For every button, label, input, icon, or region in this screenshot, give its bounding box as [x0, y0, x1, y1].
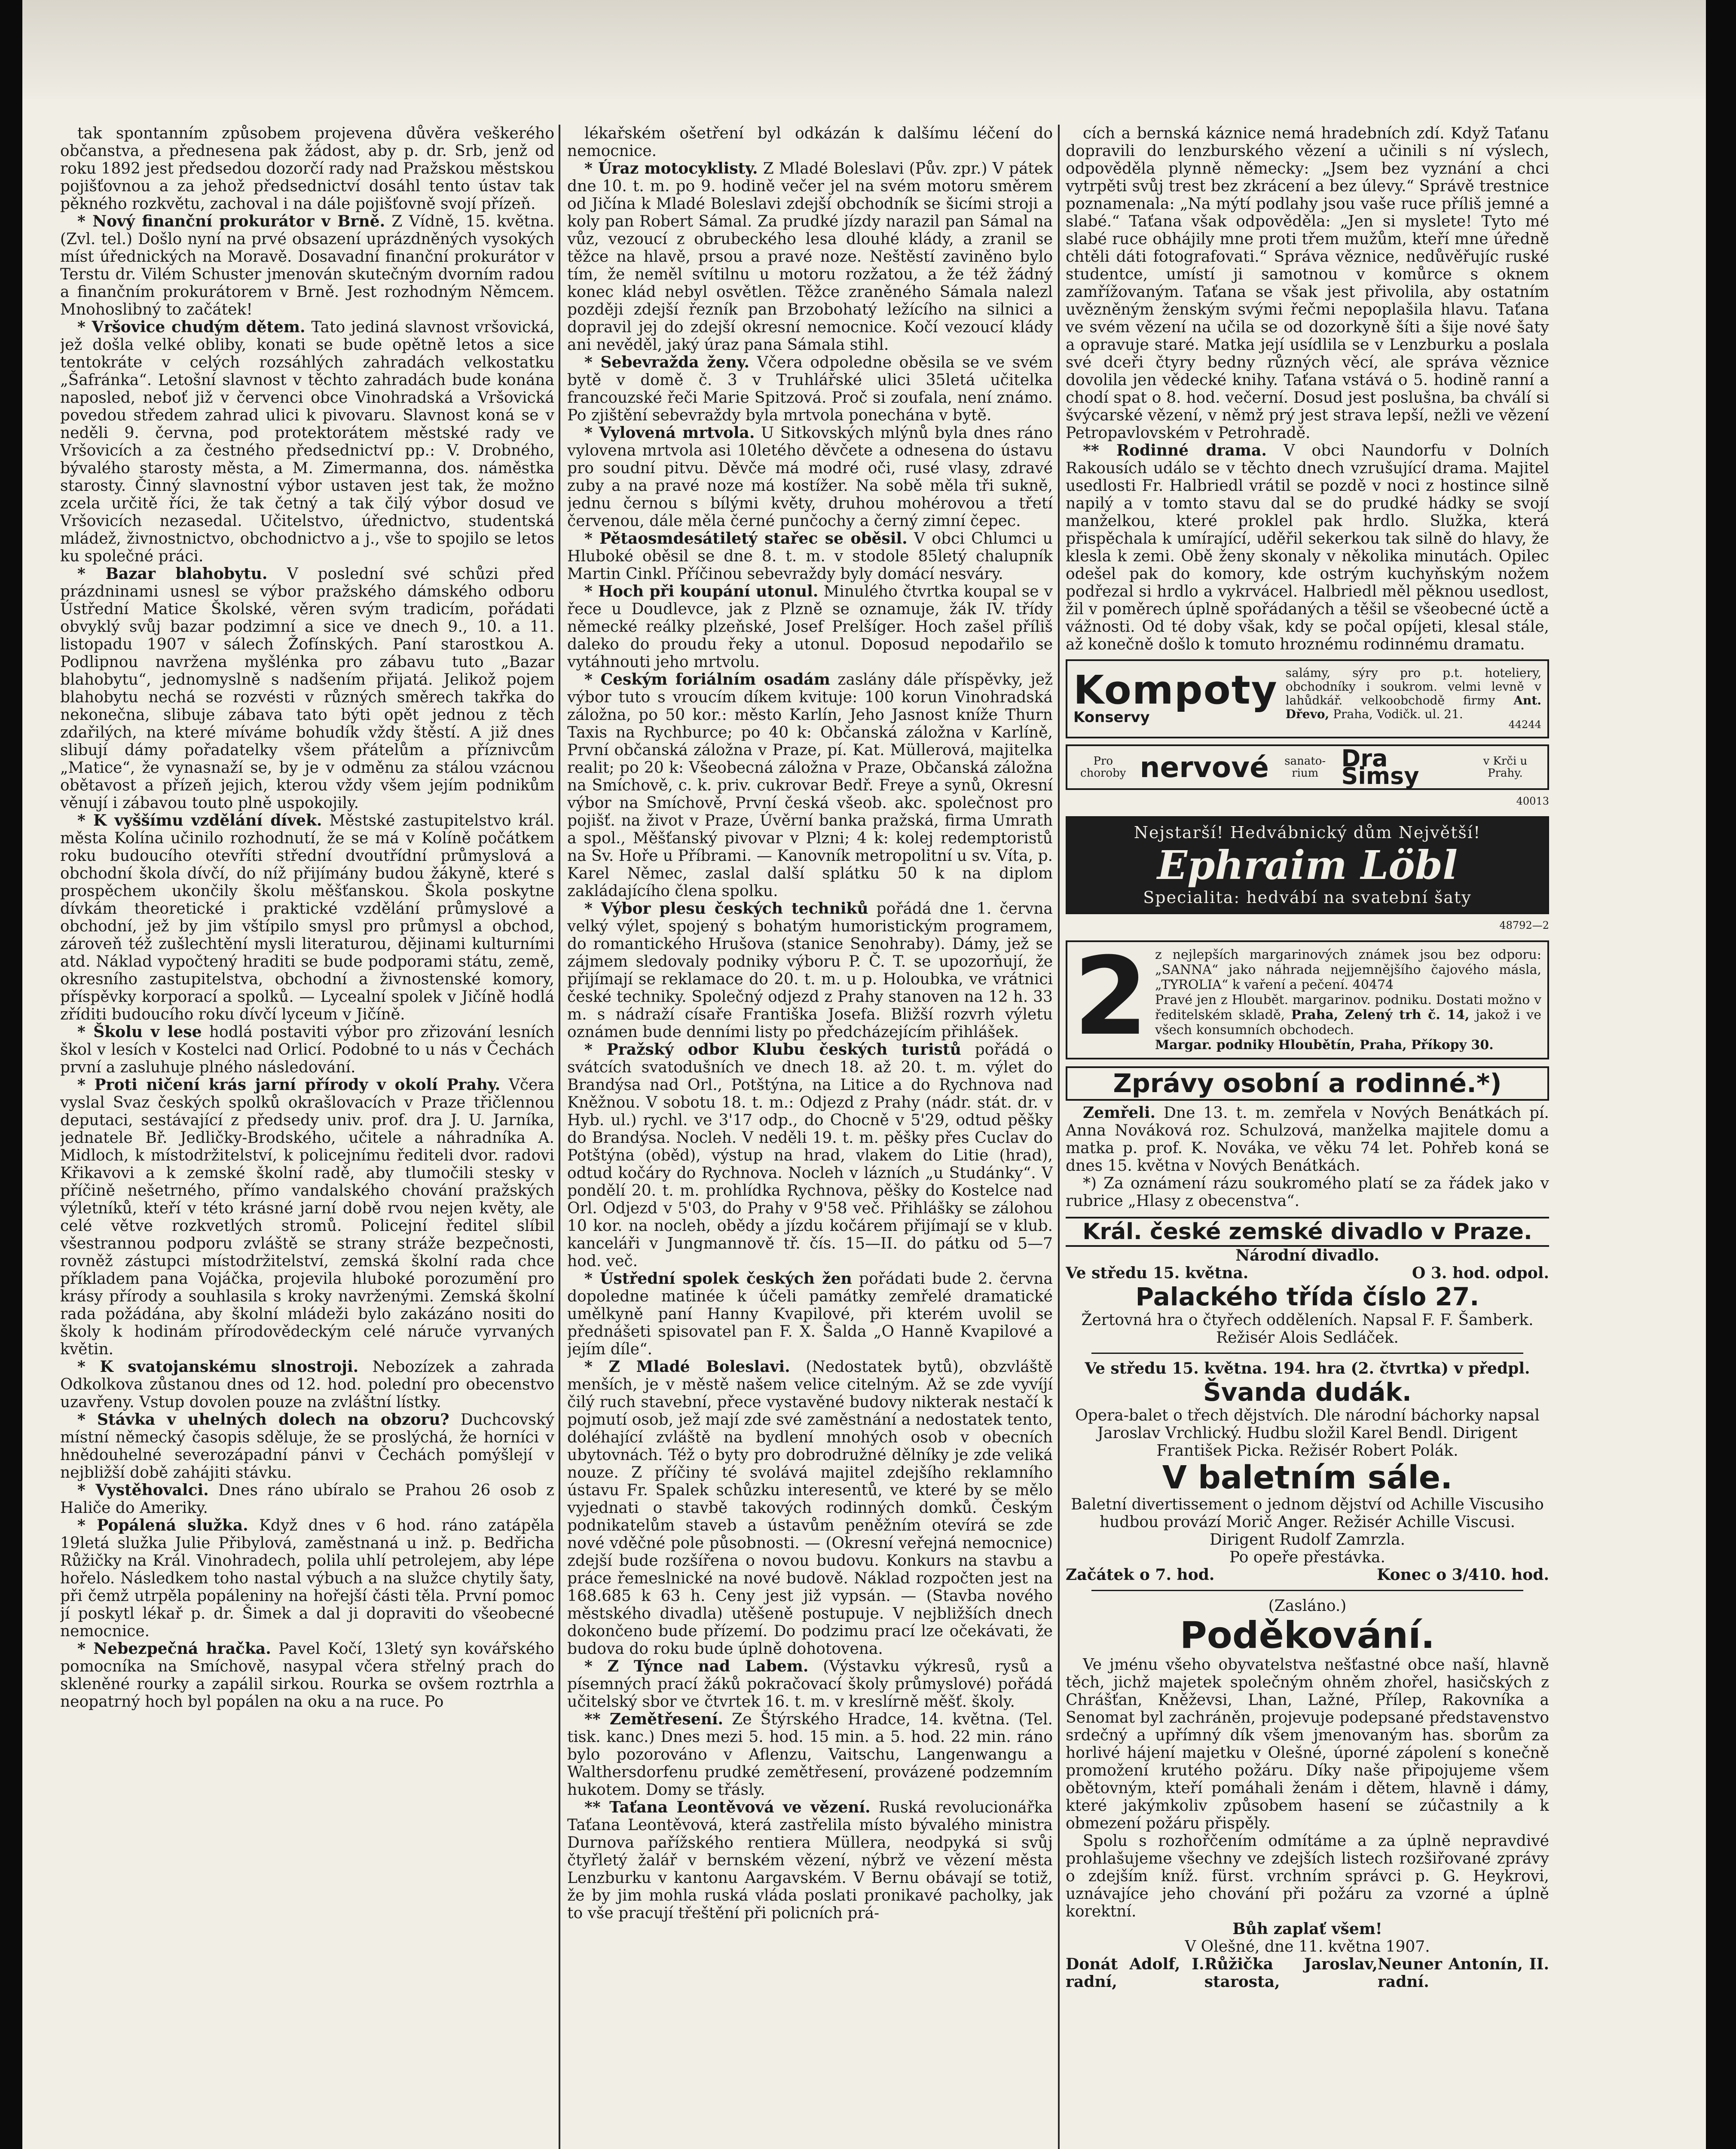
- article-text: Z Mladé Boleslavi (Pův. zpr.) V pátek dne 10. t. m. po 9. hodině večer jel na svém motoru směrem od Jičína k Mladé Boleslavi zdejší obchodník se šicími stroji a koly pan Robert Sámal. Za prudké jízdy narazil pan Sámal na vůz, vezoucí z obrubeckého lesa dlouhé klády, a zranil se těžce na hlavě, prsou a pravé noze. Neštěstí zaviněno bylo tím, že neměl svítilnu u motoru rozžatou, a že též žádný konec klád nebyl osvětlen. Těžce zraněného Sámala nalezl později zdejší řezník pan Brzobohatý ležícího na silnici a dopravil jej do zdejší okresní nemocnice. Kočí vezoucí klády ani nevěděl, jaký úraz pana Sámala stihl.: [567, 160, 1053, 354]
- article-text: (Nedostatek bytů), obzvláště menších, je v městě našem velice citelným. Až se zde vyvíjí čilý ruch stavební, přece vystavěné budovy nikterak nestačí k pojmutí osob, jež mají zde své zaměstnání a nedostatek tento, doléhající zvláště na bydlení mnohých osob v obecních ubytovnách. Též o byty pro dobrodružné dělníky je zde veliká nouze. Z příčiny té svolává majitel zdejšího reklamního ústavu Fr. Spalek schůzku interesentů, ve které by se mělo vyjednati o stavbě takových rodinných domků. Českým podnikatelům staveb a ústavům peněžním otevírá se zde nové vděčné pole působnosti. — (Okresní veřejná nemocnice) zdejší bude rozšířena o novou budovu. Konkurs na stavbu a práce řemeslnické na nové budově. Náklad rozpočten jest na 168.685 k 63 h. Ceny jest již vypsán. — (Stavba nového městského divadla) utěšeně postupuje. V nejbližších dnech dokončeno bude přízemí. Do podzimu prací lze očekávati, že budova do roku bude úplně dohotovena.: [567, 1358, 1053, 1658]
- article-paragraph: [60, 1023, 554, 1076]
- article-keyword: ** Rodinné drama.: [1083, 441, 1267, 459]
- program-time: O 3. hod. odpol.: [1412, 1264, 1549, 1282]
- article-paragraph: [1066, 125, 1549, 442]
- program-times: [1066, 1566, 1549, 1584]
- signature: Růžička Jaroslav, starosta,: [1204, 1955, 1378, 1991]
- ad-name: Ephraim Löbl: [1157, 842, 1458, 888]
- article-text: lékařském ošetření byl odkázán k dalšímu léčení do nemocnice.: [567, 125, 1053, 160]
- scan-edge-left: [0, 0, 22, 2149]
- ad-address: Margar. podniky Hloubětín, Praha, Příkopy 30.: [1155, 1038, 1494, 1053]
- item-text: Dne 13. t. m. zemřela v Nových Benátkách pí. Anna Nováková roz. Schulzová, manželka majitele domu a matka p. prof. K. Nováka, ve věku 74 let. Pohřeb koná se dnes 15. května v Nových Benátkách.: [1066, 1104, 1549, 1175]
- column-rule: [559, 125, 560, 2149]
- article-keyword: * Vystěhovalci.: [77, 1481, 209, 1499]
- article-paragraph: [567, 125, 1053, 160]
- article-text: Z Vídně, 15. května. (Zvl. tel.) Došlo nyní na prvé obsazení uprázdněných vysokých míst úřednických na Moravě. Dosavadní finanční prokurátor v Terstu dr. Vilém Schuster jmenován skutečným dvorním radou a finančním prokurátorem v Brně. Jest rozhodným Němcem. Mnohoslibný to začátek!: [60, 213, 554, 318]
- thanks-text: Ve jménu všeho obyvatelstva nešťastné obce naší, hlavně těch, jichž majetek společným ohněm zhořel, hasičských z Chrášťan, Kněževsi, Lhan, Lažné, Přílep, Rakovníka a Senomat byl zachráněn, projevuje podepsané představenstvo srdečný a upřímný dík všem jmenovaným has. sborům za horlivé hájení majetku v Olešné, úporné zápolení s konečně promožení krutého požáru. Díky naše připojujeme všem obětovným, kteří pomáhali ženám i dětem, hlavně i dámy, které jakýmkoliv způsobem hasení se zúčastnily a k obmezení požáru přispěly.: [1066, 1656, 1549, 1832]
- article-paragraph: [567, 424, 1053, 530]
- column-1: [60, 125, 554, 2149]
- divider: [1091, 1353, 1523, 1354]
- ad-number: 48792—2: [1499, 919, 1549, 931]
- article-keyword: * Nebezpečná hračka.: [77, 1640, 271, 1658]
- article-paragraph: [60, 1482, 554, 1517]
- signature: Donát Adolf, I. radní,: [1066, 1955, 1204, 1991]
- article-keyword: ** Taťana Leontěvová ve vězení.: [584, 1798, 871, 1816]
- program-date: Ve středu 15. května.: [1066, 1264, 1249, 1282]
- item-keyword: Zemřeli.: [1083, 1104, 1156, 1122]
- article-paragraph: [567, 1041, 1053, 1270]
- article-text: (Výstavku výkresů, rysů a písemných prací žáků pokračovací školy průmyslové) pořádá učitelský sbor ve čtvrtek 16. t. m. v kreslírně měšť. školy.: [567, 1658, 1053, 1711]
- thanks-heading: Poděkování.: [1180, 1614, 1435, 1657]
- article-text: Když dnes v 6 hod. ráno zatápěla 19letá služka Julie Přibylová, zaměstnaná u inž. p. Bedřicha Růžičky na Král. Vinohradech, polila uhlí petrolejem, aby lépe hořelo. Následkem toho nastal výbuch a na služce chytily šaty, při čemž utrpěla popáleniny na hořejší části těla. První pomoc jí poskytl lékař p. dr. Šimek a dal ji dopraviti do všeobecné nemocnice.: [60, 1517, 554, 1640]
- ad-text: jakož i ve všech konsumních obchodech.: [1155, 1007, 1541, 1038]
- signatures: [1066, 1956, 1549, 1991]
- ad-text: salámy, sýry pro p.t. hoteliery, obchodníky i soukrom. velmi levně v lahůdkář. velkoobchodě firmy: [1285, 666, 1541, 707]
- article-text: Minulého čtvrtka koupal se v řece u Doudlevce, jak z Plzně se oznamuje, žák IV. třídy německé reálky plzeňské, Josef Prelšíger. Hoch zašel příliš daleko do proudu řeky a utonul. Doposud nepodařilo se vytáhnouti jeho mrtvolu.: [567, 583, 1053, 671]
- signature: Neuner Antonín, II. radní.: [1377, 1955, 1549, 1991]
- ad-number: 40013: [1516, 795, 1549, 807]
- program-text: Žertovná hra o čtyřech odděleních. Napsal F. F. Šamberk. Režisér Alois Sedláček.: [1081, 1311, 1534, 1347]
- article-paragraph: [567, 671, 1053, 900]
- article-paragraph: [567, 583, 1053, 671]
- article-keyword: * Vršovice chudým dětem.: [77, 318, 306, 336]
- article-keyword: ** Zemětřesení.: [584, 1710, 724, 1728]
- personal-item: [1066, 1104, 1549, 1175]
- article-paragraph: [60, 1358, 554, 1411]
- ad-text: Specialita: hedvábí na svatební šaty: [1143, 888, 1472, 907]
- article-keyword: * Popálená služka.: [77, 1516, 248, 1534]
- article-paragraph: [567, 1799, 1053, 1922]
- ad-number: 44244: [1508, 719, 1541, 731]
- article-text: cích a bernská káznice nemá hradebních zdí. Když Taťanu dopravili do lenzburského vězení a učinili s ní výslech, odpověděla plynně německy: „Jsem bez vyznání a chci vytrpěti svůj trest bez zkrácení a bez úlevy.“ Správě trestnice poznamenala: „Na mýtí podlahy jsou vaše ruce příliš jemné a slabé.“ Taťana však odpověděla: „Jen si myslete! Tyto mé slabé ruce obhájily mne proti třem mužům, kteří mne úředně chtěli dáti fotografovati.“ Správa věznice, nedůvěřujíc ruské studentce, umístí ji samotnou v komůrce s oknem zamřížovaným. Taťana se však jest přivolila, aby ostatním uvězněným ženským svými řečmi nepoplašila hlavu. Taťana ve svém vězení na učila se od dozorkyně šíti a šije nové šaty a opravuje staré. Matka její usídlila se v Lenzburku a poslala své dceři čtyry bedny různých věcí, ale správa věznice dovolila jen vědecké knihy. Taťana vstává o 5. hodině ranní a chodí spat o 8. hod. večerní. Dosud jest poslušna, ba chválí si švýcarské vězení, v němž prý jest strava lepší, nežli ve vězení Petropavlovském v Petrohradě.: [1066, 125, 1549, 442]
- program-note: Po opeře přestávka.: [1229, 1549, 1385, 1566]
- ad-text: z nejlepších margarinových známek jsou bez odporu: „SANNA“ jako náhrada nejjemnějšího čajového másla, „TYROLIA“ k vaření a pečení.: [1155, 947, 1541, 992]
- article-text: Včera vyslal Svaz českých spolků okrašlovacích v Praze třičlennou deputaci, sestávající z předsedy univ. prof. dra J. U. Jarníka, jednatele Bř. Jedličky-Brodského, učitele a náhradníka A. Midloch, k místodržitelství, k policejnímu řediteli dvor. radovi Křikavovi a k zemské školní radě, aby tlumočili stesky v příčině nešetrného, přímo vandalského chování pražských výletníků, kteří v této krásné jarní době rvou nejen květy, ale celé větve rozkvetlých stromů. Policejní ředitel slíbil všestrannou podporu zvláště se strany stráže bezpečnosti, rovněž zástupci místodržitelství, zemská školní rada chce příkladem pana Vojáčka, projevila hluboké porozumění pro krásy přírody a souhlasila s kroky navrženými. Zemská školní rada požádána, aby školní mládeži bylo zakázáno nositi do školy k hodinám přírodovědeckým celé náruče vyrvaných květin.: [60, 1076, 554, 1358]
- theatre-sub: Národní divadlo.: [1235, 1246, 1379, 1264]
- article-text: Pavel Kočí, 13letý syn kovářského pomocníka na Smíchově, nasypal včera střelný prach do skleněné rourky a zapálil sirkou. Rourka se ovšem roztrhla a neopatrný hoch byl popálen na oku a na ruce. Po: [60, 1640, 554, 1711]
- article-paragraph: [60, 812, 554, 1023]
- article-text: Dnes ráno ubíralo se Prahou 26 osob z Haliče do Ameriky.: [60, 1482, 554, 1517]
- column-3: [1066, 125, 1549, 2149]
- program-start: Začátek o 7. hod.: [1066, 1566, 1215, 1584]
- article-paragraph: [567, 1711, 1053, 1799]
- article-keyword: * Pětaosmdesátiletý stařec se oběsil.: [584, 530, 908, 548]
- ad-text: Pravé jen z Hloubět. margarinov. podniku. Dostati možno v ředitelském skladě,: [1155, 992, 1541, 1022]
- article-keyword: * Výbor plesu českých techniků: [584, 900, 868, 918]
- article-keyword: * K svatojanskému slnostroji.: [77, 1358, 359, 1376]
- program-title: V baletním sále.: [1162, 1459, 1453, 1496]
- ad-text: nervové: [1140, 750, 1269, 784]
- ad-address: Praha, Zelený trh č. 14,: [1291, 1007, 1470, 1022]
- article-keyword: * Z Týnce nad Labem.: [584, 1657, 809, 1675]
- article-text: V poslední své schůzi před prázdninami usnesl se výbor pražského dámského odboru Ústřední Matice Školské, věren svým tradicím, pořádati obvyklý svůj bazar podzimní a sice ve dnech 9., 10. a 11. listopadu 1907 v sálech Žofínských. Paní starostkou A. Podlipnou navržena myšlénka pro zábavu tuto „Bazar blahobytu“, jednomyslně s nadšením přijatá. Jelikož pojem blahobytu nechá se rozvésti v různých směrech takřka do nekonečna, slibuje zábava tato býti opět jednou z těch zdařilých, na které míváme bohudík vždy štěstí. A již dnes slibují dámy pořadatelky všem přátelům a příznivcům „Matice“, že vynasnaží se, by je v odměnu za stálou vzácnou obětavost a přízeň jejich, kterou vždy všem jejím podnikům věnují i zábavou touto plně uspokojily.: [60, 565, 554, 812]
- article-paragraph: [567, 530, 1053, 583]
- page-top-margin: [22, 0, 1706, 99]
- program-date: Ve středu 15. května. 194. hra (2. čtvrtka) v předpl.: [1085, 1359, 1530, 1378]
- article-paragraph: [567, 354, 1053, 424]
- article-paragraph: [60, 1517, 554, 1640]
- program-text: Baletní divertissement o jednom dějství od Achille Viscusiho hudbou provází Morič Anger. Režisér Achille Viscusi. Dirigent Rudolf Zamrzla.: [1071, 1496, 1544, 1549]
- thanks-place: V Olešné, dne 11. května 1907.: [1185, 1938, 1430, 1956]
- column-rule: [1058, 125, 1060, 2149]
- article-text: Tato jediná slavnost vršovická, jež došla velké obliby, konati se bude opětně letos a sice tentokráte v celých rozsáhlých zahradách velkostatku „Šafránka“. Letošní slavnost v těchto zahradách bude konána naposled, neboť již v červenci obce Vinohradská a Vršovická povedou středem zahrad ulici k pivovaru. Slavnost koná se v neděli 9. června, pod protektorátem městské rady ve Vršovicích a za čestného předsednictví pp.: V. Drobného, bývalého starosty města, a M. Zimermanna, dos. náměstka starosty. Činný slavnostní výbor ustaven jest tak, že možno zcela určitě říci, že tak četný a tak čilý výbor dosud ve Vršovicích nezasedal. Učitelstvo, úřednictvo, studentská mládež, živnostnictvo, obchodnictvo a j., vše to spojilo se letos ku společné práci.: [60, 318, 554, 565]
- ad-firm: Ant. Dřevo,: [1285, 693, 1541, 721]
- thanks-motto: Bůh zaplať všem!: [1232, 1920, 1382, 1938]
- scan-edge-right: [1706, 0, 1736, 2149]
- article-paragraph: [567, 1658, 1053, 1711]
- article-paragraph: [567, 160, 1053, 354]
- article-keyword: * Pražský odbor Klubu českých turistů: [584, 1041, 961, 1059]
- ad-lobl: [1066, 816, 1549, 914]
- article-keyword: * Vylovená mrtvola.: [584, 424, 755, 442]
- article-paragraph: [567, 1358, 1053, 1658]
- article-keyword: * Nový finanční prokurátor v Brně.: [77, 212, 385, 230]
- article-paragraph: [60, 213, 554, 318]
- article-text: Městské zastupitelstvo král. města Kolína učinilo rozhodnutí, že se má v Kolíně počátkem roku budoucího otevříti střední dvoutřídní průmyslová a obchodní škola dívčí, do níž přijímány budou žákyně, které s prospěchem ukončily školu měšťanskou. Škola poskytne dívkám theoretické i praktické vzdělání průmyslové a obchodní, jež by jim vštípilo smysl pro průmysl a obchod, zároveň též zušlechtění mysli literaturou, dějinami kulturními atd. Náklad vypočtený hraditi se bude podporami státu, země, okresního zastupitelstva, obchodní a živnostenské komory, příspěvky korporací a spolků. — Lycealní spolek v Jičíně hodlá zříditi budoucího roku dívčí lyceum v Jičíně.: [60, 812, 554, 1023]
- article-text: Včera odpoledne oběsila se ve svém bytě v domě č. 3 v Truhlářské ulici 35letá učitelka francouzské řeči Marie Spitzová. Proč si zoufala, není známo. Po zjištění sebevraždy byla mrtvola ponechána v bytě.: [567, 354, 1053, 424]
- ad-address: Praha, Vodičk. ul. 21.: [1333, 707, 1463, 721]
- article-text: V obci Naundorfu v Dolních Rakousích událo se v těchto dnech vzrušující drama. Majitel usedlosti Fr. Halbriedl vrátil se pozdě v noci z hostince silně napilý a v tomto stavu dal se do prudké hádky se svojí manželkou, které proklel pak hrdlo. Služka, která přispěchala k umírající, uděřil sekerkou tak silně do hlavy, že klesla k zemi. Obě ženy skonaly v několika minutách. Opilec odešel pak do komory, kde ostrým kuchyňským nožem podřezal si hrdlo a vykrvácel. Halbriedl měl pěknou usedlost, žil v poměrech úplně spořádaných a těšil se všeobecné úctě a vážnosti. Od té doby však, kdy se počal opíjeti, klesal stále, až konečně došlo k tomuto hroznému rodinnému dramatu.: [1066, 442, 1549, 653]
- article-keyword: * Ceským foriálním osadám: [584, 670, 830, 689]
- section-heading: Zprávy osobní a rodinné.*): [1066, 1066, 1549, 1101]
- article-text: zaslány dále příspěvky, jež výbor tuto s vroucím díkem kvituje: 100 korun Vinohradská záložna, po 50 kor.: město Karlín, Jeho Jasnost kníže Thurn Taxis na Rychburce; po 40 k: Občanská záložna v Karlíně, První občanská záložna v Praze, pí. Kat. Müllerová, majitelka realit; po 20 k: Všeobecná záložna v Praze, Občanská záložna na Smíchově, c. k. priv. cukrovar Bedř. Freye a synů, Okresní výbor na Smíchově, První česká všeob. akc. společnost pro pojišť. na život v Praze, Úvěrní banka pražská, firma Umrath a spol., Měšťanský pivovar v Plzni; 4 k: kolej redemptoristů na Sv. Hoře u Příbrami. — Kanovník metropolitní u sv. Víta, p. Karel Němec, zaslal další splátku 50 k na diplom zakládajícího člena spolku.: [567, 671, 1053, 900]
- article-keyword: * Sebevražda ženy.: [584, 353, 750, 371]
- ad-sub: Konservy: [1073, 708, 1150, 726]
- article-keyword: * Úraz motocyklisty.: [584, 159, 758, 178]
- article-paragraph: [567, 900, 1053, 1041]
- article-text: hodlá postaviti výbor pro zřizování lesních škol v lesích v Kostelci nad Orlicí. Podobné to u nás v Čechách první a zasluhuje plného následování.: [60, 1023, 554, 1076]
- ad-text: Nejstarší! Hedvábnický dům Největší!: [1134, 823, 1481, 842]
- article-paragraph: [60, 318, 554, 565]
- article-paragraph: [1066, 442, 1549, 653]
- article-keyword: * K vyššímu vzdělání dívek.: [77, 811, 322, 830]
- ad-margarine: [1066, 934, 1549, 1059]
- article-paragraph: [60, 125, 554, 213]
- article-keyword: * Hoch při koupání utonul.: [584, 582, 819, 600]
- article-keyword: * Z Mladé Boleslavi.: [584, 1358, 790, 1376]
- article-text: tak spontanním způsobem projevena důvěra veškerého občanstva, a přednesena pak žádost, aby p. dr. Srb, jenž od roku 1892 jest předsedou dozorčí rady nad Pražskou městskou pojišťovnou a za jehož předsednictví dosáhl tento ústav tak pěkného rozkvětu, zachoval i na dále pojišťovně svojí přízeň.: [60, 125, 554, 213]
- program-date-row: [1066, 1264, 1549, 1282]
- article-text: pořádati bude 2. června dopoledne matinée k účeli památky zemřelé dramatické umělkyně paní Hanny Kvapilové, při kterém uvolil se přednášeti spisovatel pan F. X. Šalda „O Hanně Kvapilové a jejím díle“.: [567, 1270, 1053, 1358]
- article-keyword: * Stávka v uhelných dolech na obzoru?: [77, 1411, 449, 1429]
- article-keyword: * Školu v lese: [77, 1023, 202, 1041]
- article-text: pořádá dne 1. června velký výlet, spojený s bohatým humoristickým programem, do romantického Hrušova (stanice Senohraby). Dámy, jež se zájmem sledovaly podniky výboru P. Č. T. se upozorňují, že přijímají se reklamace do 20. t. m. u p. Holoubka, ve vrátnici české techniky. Společný odjezd z Prahy stanoven na 12 h. 33 m. s nádraží císaře Františka Josefa. Bližší rozvrh výletu oznámen bude denními listy po předcházejícím přihlášek.: [567, 900, 1053, 1041]
- divider: [1091, 1590, 1523, 1591]
- ad-brand: Kompoty: [1073, 667, 1278, 713]
- article-paragraph: [60, 1411, 554, 1482]
- article-paragraph: [60, 1640, 554, 1711]
- article-text: V obci Chlumci u Hluboké oběsil se dne 8. t. m. v stodole 85letý chalupník Martin Cinkl. Příčinou sebevraždy byly domácí nesváry.: [567, 530, 1053, 583]
- ad-number-big: 2: [1073, 934, 1148, 1059]
- article-text: Ze Štýrského Hradce, 14. května. (Tel. tisk. kanc.) Dnes mezi 5. hod. 15 min. a 5. hod. 22 min. ráno bylo pozorováno v Aflenzu, Vaitschu, Langenwangu a Walthersdorfenu prudké zemětřesení, provázené podzemním hukotem. Domy se třásly.: [567, 1711, 1053, 1799]
- personal-note: *) Za oznámení rázu soukromého platí se za řádek jako v rubrice „Hlasy z obecenstva“.: [1066, 1175, 1549, 1210]
- thanks-text: Spolu s rozhořčením odmítáme a za úplně nepravdivé prohlašujeme všechny ve zdejších listech rozšiřované zprávy o zdejším kníž. fürst. vrchním správci p. G. Heykrovi, uznávajíce jeho chování při požáru za vzorné a úplně korektní.: [1066, 1832, 1549, 1920]
- article-paragraph: [60, 565, 554, 812]
- ad-sanatorium: [1066, 744, 1549, 790]
- program-end: Konec o 3/410. hod.: [1377, 1566, 1549, 1584]
- program-text: Opera-balet o třech dějstvích. Dle národní báchorky napsal Jaroslav Vrchlický. Hudbu složil Karel Bendl. Dirigent František Picka. Režisér Robert Polák.: [1075, 1407, 1540, 1460]
- theatre-heading: Král. české zemské divadlo v Praze.: [1066, 1217, 1549, 1247]
- article-text: Nebozízek a zahrada Odkolkova zůstanou dnes od 12. hod. polední pro obecenstvo uzavřeny. Vstup dovolen pouze na zvláštní lístky.: [60, 1358, 554, 1411]
- article-paragraph: [567, 1270, 1053, 1358]
- program-title: Palackého třída číslo 27.: [1135, 1282, 1479, 1311]
- article-text: U Sitkovských mlýnů byla dnes ráno vylovena mrtvola asi 10letého děvčete a odnesena do ústavu pro soudní pitvu. Děvče má modré oči, rusé vlasy, zdravé zuby a na pravé noze má kostížer. Na sobě měla tři sukně, jednu černou s bílými květy, druhou mohérovou a třetí červenou, dále měla černé punčochy a černý zimní čepec.: [567, 424, 1053, 530]
- article-keyword: * Proti ničení krás jarní přírody v okolí Prahy.: [77, 1076, 501, 1094]
- ad-kompoty: [1066, 659, 1549, 738]
- program-title: Švanda dudák.: [1203, 1378, 1412, 1407]
- ad-name: Dra Šimsy: [1341, 745, 1419, 790]
- column-2: [567, 125, 1053, 2149]
- ad-number: 40474: [1352, 977, 1394, 992]
- article-keyword: * Bazar blahobytu.: [77, 565, 268, 583]
- article-paragraph: [60, 1076, 554, 1358]
- article-text: Ruská revolucionářka Taťana Leontěvová, která zastřelila místo bývalého ministra Durnova pařížského rentiera Müllera, neodpyká si svůj čtyřletý žalář v bernském vězení, nýbrž ve vězení města Lenzburku v kantonu Aargavském. V Bernu obávají se totiž, že by jim mohla ruská vláda poslati pronikavé pacholky, jak to vše pracují třeštění při policních prá-: [567, 1799, 1053, 1922]
- article-text: pořádá o svátcích svatodušních ve dnech 18. až 20. t. m. výlet do Brandýsa nad Orl., Potštýna, na Litice a do Rychnova nad Kněžnou. V sobotu 18. t. m.: Odjezd z Prahy (nádr. stát. dr. v Hyb. ul.) rychl. ve 3'17 odp., do Chocně v 5'29, odtud pěšky do Brandýsa. Nocleh. V neděli 19. t. m. pěšky přes Cuclav do Potštýna (oběd), výstup na hrad, vlakem do Litie (hrad), odtud kočáry do Rychnova. Nocleh v lázních „u Studánky“. V pondělí 20. t. m. prohlídka Rychnova, pěšky do Kostelce nad Orl. Odjezd v 5'03, do Prahy v 9'58 več. Přihlášky se zálohou 10 kor. na nocleh, obědy a jízdu kočárem přijímají se v klub. kanceláři v Jungmannově tř. čís. 15—II. do pátku od 5—7 hod. več.: [567, 1041, 1053, 1270]
- ad-text: Pro choroby: [1080, 755, 1126, 780]
- article-keyword: * Ústřední spolek českých žen: [584, 1270, 852, 1288]
- thanks-pre: (Zasláno.): [1268, 1597, 1347, 1615]
- ad-text: v Krči u Prahy.: [1483, 755, 1528, 780]
- ad-text: sanato-rium: [1284, 755, 1326, 780]
- article-text: Duchcovský místní německý časopis sděluje, že se proslýchá, že horníci v hnědouhelné severozápadní pánvi v Čechách pomýšlejí v nejbližší době zahájiti stávku.: [60, 1411, 554, 1482]
